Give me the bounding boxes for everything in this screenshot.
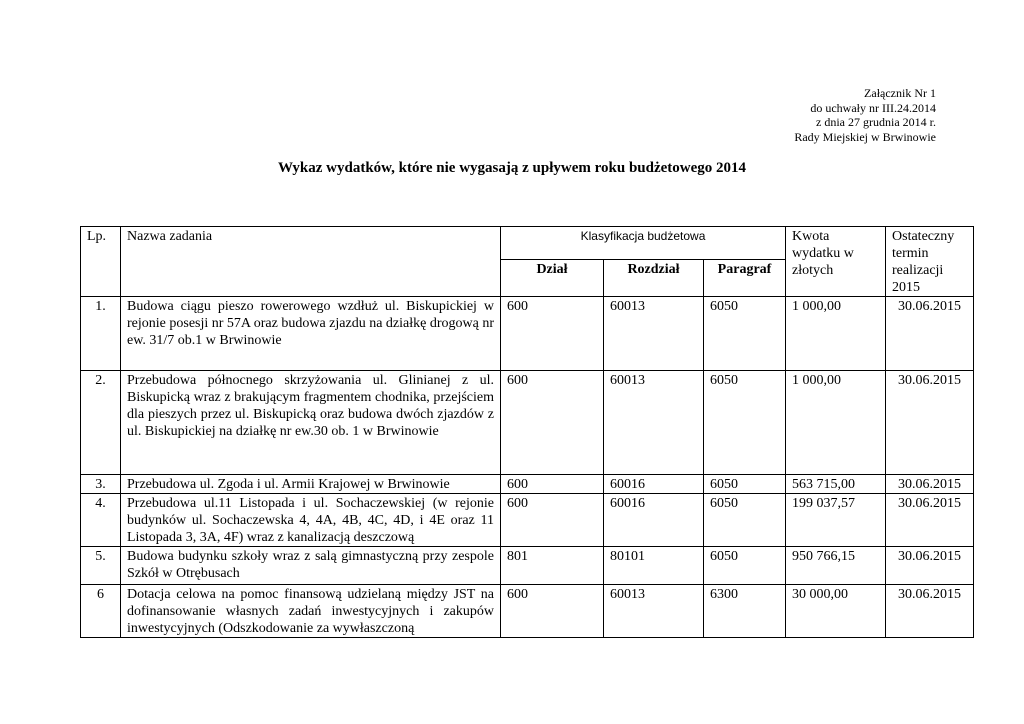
table-row: [81, 297, 974, 371]
row-amount: 950 766,15: [786, 547, 886, 585]
row-dzial: 600: [501, 494, 604, 547]
annex-date: z dnia 27 grudnia 2014 r.: [816, 115, 936, 129]
row-rozdzial: 60016: [604, 475, 704, 494]
header-dzial: Dział: [501, 260, 604, 297]
header-task-name: Nazwa zadania: [121, 227, 501, 297]
row-lp: 6: [81, 585, 121, 638]
row-dzial: 600: [501, 475, 604, 494]
header-row: [81, 227, 974, 260]
document-title: Wykaz wydatków, które nie wygasają z upływem roku budżetowego 2014: [277, 160, 747, 176]
row-amount: 30 000,00: [786, 585, 886, 638]
table-row: [81, 371, 974, 475]
row-task-name: Przebudowa północnego skrzyżowania ul. Glinianej z ul. Biskupicką wraz z brakującym fragmentem chodnika, przejściem dla pieszych przez ul. Biskupicką oraz budowa dwóch zjazdów z ul. Biskupickiej na działkę nr ew.30 ob. 1 w Brwinowie: [121, 371, 501, 475]
row-paragraf: 6050: [704, 297, 786, 371]
annex-header: [794, 86, 936, 144]
row-lp: 5.: [81, 547, 121, 585]
row-task-name: Przebudowa ul.11 Listopada i ul. Sochaczewskiej (w rejonie budynków ul. Sochaczewska 4, 4A, 4B, 4C, 4D, i 4E oraz 11 Listopada 3, 3A, 4F) wraz z kanalizacją deszczową: [121, 494, 501, 547]
header-classification: Klasyfikacja budżetowa: [501, 227, 786, 260]
row-paragraf: 6050: [704, 371, 786, 475]
row-amount: 1 000,00: [786, 371, 886, 475]
table-row: [81, 547, 974, 585]
row-deadline: 30.06.2015: [886, 371, 974, 475]
row-lp: 4.: [81, 494, 121, 547]
row-dzial: 600: [501, 297, 604, 371]
header-amount: Kwota wydatku w złotych: [786, 227, 886, 297]
row-deadline: 30.06.2015: [886, 475, 974, 494]
row-paragraf: 6050: [704, 494, 786, 547]
row-task-name: Budowa ciągu pieszo rowerowego wzdłuż ul. Biskupickiej w rejonie posesji nr 57A oraz budowa zjazdu na działkę drogową nr ew. 31/7 ob.1 w Brwinowie: [121, 297, 501, 371]
row-rozdzial: 60016: [604, 494, 704, 547]
row-task-name: Dotacja celowa na pomoc finansową udzielaną między JST na dofinansowanie własnych zadań inwestycyjnych i zakupów inwestycyjnych (Odszkodowanie za wywłaszczoną: [121, 585, 501, 638]
annex-number: Załącznik Nr 1: [864, 86, 936, 100]
annex-resolution: do uchwały nr III.24.2014: [810, 100, 936, 115]
row-amount: 1 000,00: [786, 297, 886, 371]
row-rozdzial: 60013: [604, 371, 704, 475]
row-task-name: Przebudowa ul. Zgoda i ul. Armii Krajowej w Brwinowie: [121, 475, 501, 494]
row-paragraf: 6050: [704, 475, 786, 494]
row-paragraf: 6050: [704, 547, 786, 585]
row-paragraf: 6300: [704, 585, 786, 638]
header-rozdzial: Rozdział: [604, 260, 704, 297]
row-deadline: 30.06.2015: [886, 585, 974, 638]
header-paragraf: Paragraf: [704, 260, 786, 297]
annex-council: Rady Miejskiej w Brwinowie: [794, 129, 936, 144]
row-deadline: 30.06.2015: [886, 547, 974, 585]
row-dzial: 801: [501, 547, 604, 585]
row-deadline: 30.06.2015: [886, 297, 974, 371]
row-amount: 563 715,00: [786, 475, 886, 494]
table-row: [81, 475, 974, 494]
expenses-table: [80, 226, 974, 638]
row-lp: 2.: [81, 371, 121, 475]
row-rozdzial: 60013: [604, 297, 704, 371]
table-row: [81, 494, 974, 547]
row-rozdzial: 60013: [604, 585, 704, 638]
row-rozdzial: 80101: [604, 547, 704, 585]
row-task-name: Budowa budynku szkoły wraz z salą gimnastyczną przy zespole Szkół w Otrębusach: [121, 547, 501, 585]
row-dzial: 600: [501, 371, 604, 475]
row-lp: 3.: [81, 475, 121, 494]
row-amount: 199 037,57: [786, 494, 886, 547]
row-lp: 1.: [81, 297, 121, 371]
row-dzial: 600: [501, 585, 604, 638]
header-lp: Lp.: [81, 227, 121, 297]
row-deadline: 30.06.2015: [886, 494, 974, 547]
table-row: [81, 585, 974, 638]
header-deadline: Ostateczny termin realizacji 2015: [886, 227, 974, 297]
